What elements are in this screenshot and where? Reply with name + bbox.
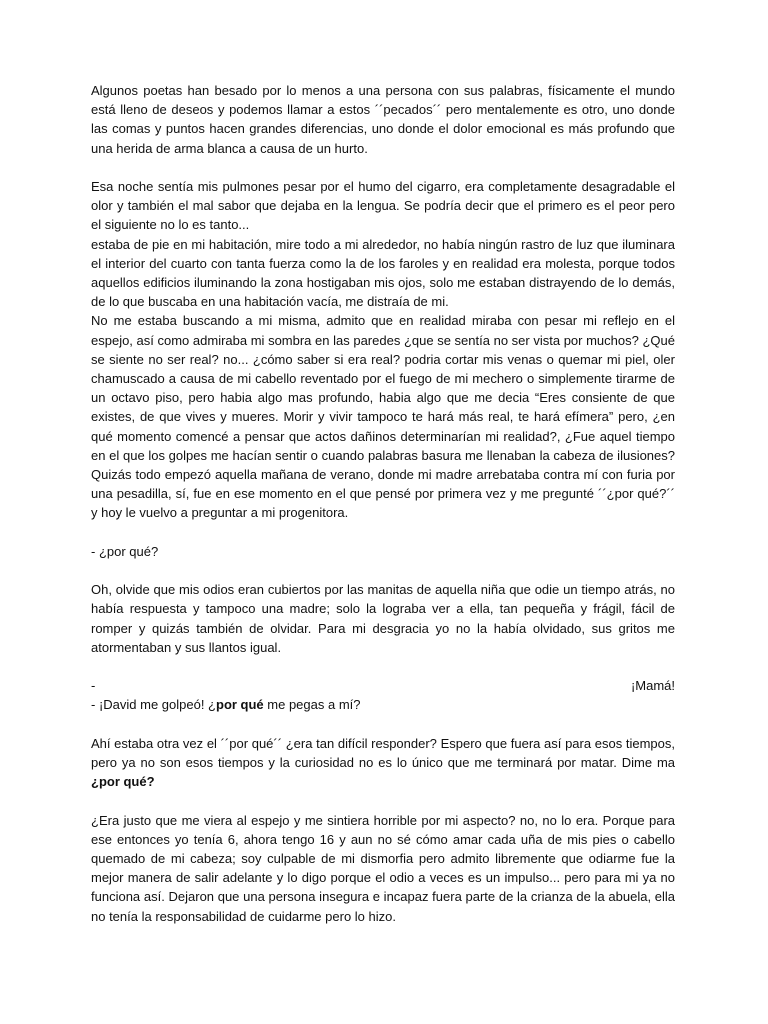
paragraph-again xyxy=(91,734,675,792)
paragraph-mirror: No me estaba buscando a mi misma, admito que en realidad miraba con pesar mi reflejo en el espejo, así como admiraba mi sombra en las paredes ¿que se sentía no ser vista por muchos? ¿Qué se siente no ser real? no... ¿cómo saber si era real? podria cortar mis venas o quemar mi piel, oler chamuscado a causa de mi cabello reventado por el fuego de mi mechero o simplemente tirarme de un octavo piso, pero habia algo mas profundo, habia algo que me decia “Eres consiente de que existes, de que vives y mueres. Morir y vivir tampoco te hará más real, te hará efímera” pero, ¿en qué momento comencé a pensar que actos dañinos determinarían mi realidad?, ¿Fue aquel tiempo en el que los golpes me hacían sentir o cuando palabras basura me llenaban la cabeza de ilusiones? Quizás todo empezó aquella mañana de verano, donde mi madre arrebataba contra mí con furia por una pesadilla, sí, fue en ese momento en el que pensé por primera vez y me pregunté ´´¿por qué?´´ y hoy le vuelvo a preguntar a mi progenitora. xyxy=(91,313,675,521)
paragraph-girl: Oh, olvide que mis odios eran cubiertos por las manitas de aquella niña que odie un tiempo atrás, no había respuesta y tampoco una madre; solo la lograba ver a ella, tan pequeña y frágil, fácil de romper y quizás también de olvidar. Para mi desgracia yo no la había olvidado, sus gritos me atormentaban y sus llantos igual. xyxy=(91,582,675,655)
paragraph-gap xyxy=(91,657,675,676)
paragraph-again-bold: ¿por qué? xyxy=(91,774,155,790)
dialogue-mama xyxy=(91,676,675,695)
paragraph-question: - ¿por qué? xyxy=(91,543,159,559)
paragraph-again-text: Ahí estaba otra vez el ´´por qué´´ ¿era tan difícil responder? Espero que fuera así para esos tiempos, pero ya no son esos tiempos y la curiosidad no es lo único que me terminará por matar. Dime ma xyxy=(91,735,675,771)
dialogue-mama-text: ¡Mamá! xyxy=(630,678,675,694)
dialogue-david-bold: por qué xyxy=(216,697,264,713)
dialogue-david-post: me pegas a mí? xyxy=(263,697,361,713)
paragraph-room: estaba de pie en mi habitación, mire todo a mi alrededor, no había ningún rastro de luz que iluminara el interior del cuarto con tanta fuerza como la de los faroles y en realidad era molesta, porque todos aquellos edificios iluminando la zona hostigaban mis ojos, solo me estaban distrayendo de lo demás, de lo que buscaba en una habitación vacía, me distraía de mi. xyxy=(91,236,675,310)
paragraph-smoke: Esa noche sentía mis pulmones pesar por el humo del cigarro, era completamente desagradable el olor y también el mal sabor que dejaba en la lengua. Se podría decir que el primero es el peor pero el siguiente no lo es tanto... xyxy=(91,179,675,233)
dialogue-dash: - xyxy=(91,678,96,694)
paragraph-poets: Algunos poetas han besado por lo menos a una persona con sus palabras, físicamente el mundo está lleno de deseos y podemos llamar a estos ´´pecados´´ pero mentalemente es otro, uno donde las comas y puntos hacen grandes diferencias, uno donde el dolor emocional es más profundo que una herida de arma blanca a causa de un hurto. xyxy=(91,83,675,156)
paragraph-gap xyxy=(91,561,675,580)
paragraph-justice: ¿Era justo que me viera al espejo y me sintiera horrible por mi aspecto? no, no lo era. Porque para ese entonces yo tenía 6, ahora tengo 16 y aun no sé cómo amar cada uña de mis pies o cabello quemado de mi cabeza; soy culpable de mi dismorfia pero admito libremente que odiarme fue la mejor manera de salir adelante y lo digo porque el odio a veces es un impulso... pero para mi ya no funciona así. Dejaron que una persona insegura e incapaz fuera parte de la crianza de la abuela, ella no tenía la responsabilidad de cuidarme pero lo hizo. xyxy=(91,812,675,924)
dialogue-david-pre: - ¡David me golpeó! ¿ xyxy=(91,697,216,713)
paragraph-gap xyxy=(91,523,675,542)
document-page xyxy=(91,81,675,926)
paragraph-gap xyxy=(91,158,675,177)
dialogue-david xyxy=(91,695,675,714)
paragraph-gap xyxy=(91,791,675,810)
paragraph-gap xyxy=(91,715,675,734)
